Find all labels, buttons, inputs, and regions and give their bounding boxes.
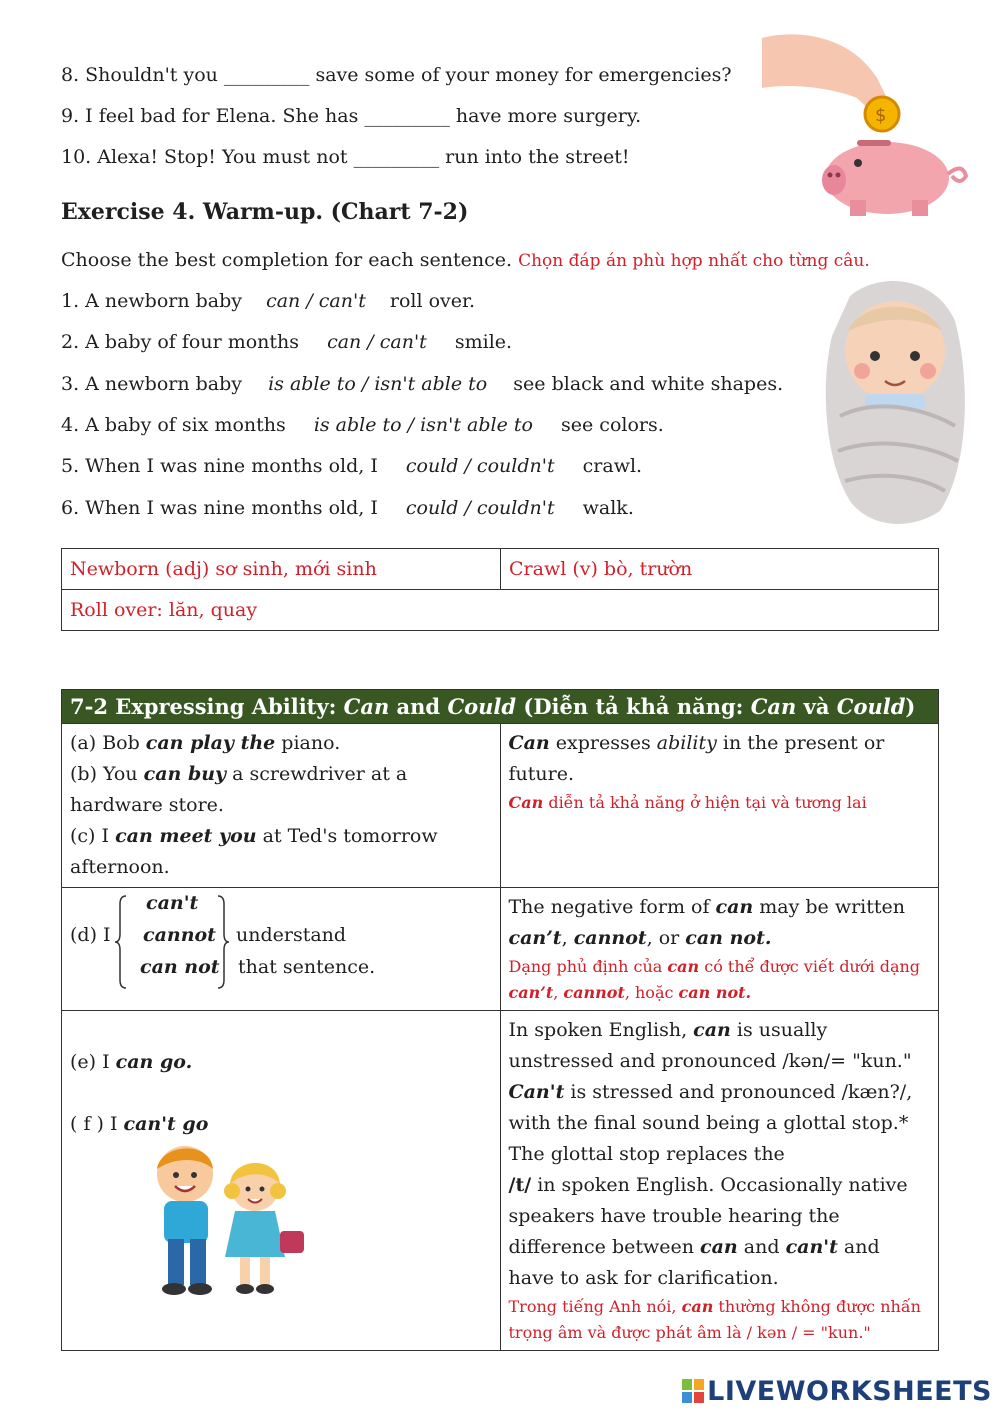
baby-illustration	[820, 276, 970, 528]
item-suffix: crawl.	[582, 455, 643, 477]
answer-options[interactable]: can / can't	[266, 290, 366, 312]
exercise4-item	[61, 330, 512, 354]
pronunciation-p1: In spoken English, can is usually unstressed and pronounced /kən/= "kun."	[508, 1019, 912, 1072]
negative-explanation-vi: Dạng phủ định của can có thể được viết dưới dạng can’t, cannot, hoặc can not.	[508, 957, 921, 1002]
answer-options[interactable]: is able to / isn't able to	[313, 414, 533, 436]
item-suffix: roll over.	[389, 290, 476, 312]
form-cannot: cannot	[143, 924, 216, 946]
examples-cell	[62, 724, 501, 888]
item-suffix: walk.	[582, 497, 634, 519]
pronunciation-explanation-cell	[500, 1011, 939, 1351]
example-f: ( f ) I can't go	[70, 1113, 209, 1135]
grammar-chart	[61, 689, 939, 1351]
item-suffix: smile.	[454, 331, 513, 353]
instruction-en: Choose the best completion for each sentence.	[61, 249, 513, 271]
example-d	[70, 888, 492, 998]
piggy-bank-illustration	[762, 28, 972, 218]
pronunciation-vi: Trong tiếng Anh nói, can thường không được nhấn trọng âm và được phát âm là / kən / = "kun."	[508, 1297, 921, 1342]
item-prefix: 4. A baby of six months	[61, 414, 286, 436]
example-c: (c) I can meet you at Ted's tomorrow afternoon.	[70, 825, 438, 878]
item-prefix: 2. A baby of four months	[61, 331, 300, 353]
answer-options[interactable]: could / couldn't	[405, 497, 555, 519]
answer-options[interactable]: is able to / isn't able to	[268, 373, 488, 395]
left-brace-icon	[114, 894, 128, 990]
negative-explanation-en: The negative form of can may be written can’t, cannot, or can not.	[508, 896, 905, 949]
header-vi-va: và	[796, 694, 837, 719]
exercise4-title: Exercise 4. Warm-up. (Chart 7-2)	[61, 199, 469, 225]
header-can: Can	[343, 694, 390, 719]
vocabulary-table	[61, 548, 939, 631]
exercise4-instruction	[61, 248, 870, 273]
right-brace-icon	[216, 894, 230, 990]
liveworksheets-logo-text: LIVEWORKSHEETS	[707, 1376, 992, 1407]
svg-text:$: $	[875, 105, 887, 126]
form-cant: can't	[146, 892, 199, 914]
pronunciation-p3: /t/ in spoken English. Occasionally native speakers have trouble hearing the difference between can and can't and have to ask for clarification.	[508, 1174, 908, 1289]
header-vi-close: )	[905, 694, 916, 719]
example-e: (e) I can go.	[70, 1051, 193, 1073]
explanation-cell	[500, 724, 939, 888]
exercise3-item-8: 8. Shouldn't you _________ save some of your money for emergencies?	[61, 64, 732, 86]
header-vi: (Diễn tả khả năng:	[516, 694, 751, 719]
item-prefix: 6. When I was nine months old, I	[61, 497, 378, 519]
example-b: (b) You can buy a screwdriver at a hardware store.	[70, 763, 408, 816]
example-d-sentence: that sentence.	[238, 956, 376, 978]
item-prefix: 1. A newborn baby	[61, 290, 243, 312]
example-d-cell	[62, 888, 501, 1011]
children-illustration	[140, 1139, 308, 1299]
pronunciation-p2: Can't is stressed and pronounced /kæn?/, with the final sound being a glottal stop.* The glottal stop replaces the	[508, 1081, 913, 1165]
negative-explanation-cell	[500, 888, 939, 1011]
header-vi-can: Can	[750, 694, 797, 719]
item-prefix: 3. A newborn baby	[61, 373, 243, 395]
example-a: (a) Bob can play the piano.	[70, 732, 341, 754]
vocab-roll-over: Roll over: lăn, quay	[62, 590, 939, 631]
header-vi-could: Could	[836, 694, 906, 719]
header-and: and	[389, 694, 448, 719]
vocab-newborn: Newborn (adj) sơ sinh, mới sinh	[62, 549, 501, 590]
example-d-understand: understand	[236, 924, 347, 946]
exercise3-item-10: 10. Alexa! Stop! You must not _________ run into the street!	[61, 146, 630, 168]
liveworksheets-logo	[682, 1376, 992, 1407]
answer-options[interactable]: can / can't	[327, 331, 427, 353]
example-d-label: (d) I	[70, 924, 111, 946]
chart-header	[62, 690, 939, 724]
explanation-en: Can expresses ability in the present or future.	[508, 732, 885, 785]
item-suffix: see colors.	[561, 414, 664, 436]
instruction-vi: Chọn đáp án phù hợp nhất cho từng câu.	[518, 251, 870, 271]
form-can-not: can not	[140, 956, 220, 978]
exercise4-item	[61, 454, 642, 478]
explanation-vi: Can diễn tả khả năng ở hiện tại và tương lai	[508, 793, 867, 812]
answer-options[interactable]: could / couldn't	[405, 455, 555, 477]
header-could: Could	[447, 694, 517, 719]
exercise4-item	[61, 372, 783, 396]
header-text: 7-2 Expressing Ability:	[70, 694, 344, 719]
exercise4-item	[61, 289, 475, 313]
exercise4-item	[61, 496, 634, 520]
item-prefix: 5. When I was nine months old, I	[61, 455, 378, 477]
examples-ef-cell	[62, 1011, 501, 1351]
exercise4-item	[61, 413, 664, 437]
exercise3-item-9: 9. I feel bad for Elena. She has _________ have more surgery.	[61, 105, 642, 127]
vocab-crawl: Crawl (v) bò, trườn	[501, 549, 939, 590]
item-suffix: see black and white shapes.	[513, 373, 784, 395]
liveworksheets-logo-icon	[682, 1379, 704, 1403]
